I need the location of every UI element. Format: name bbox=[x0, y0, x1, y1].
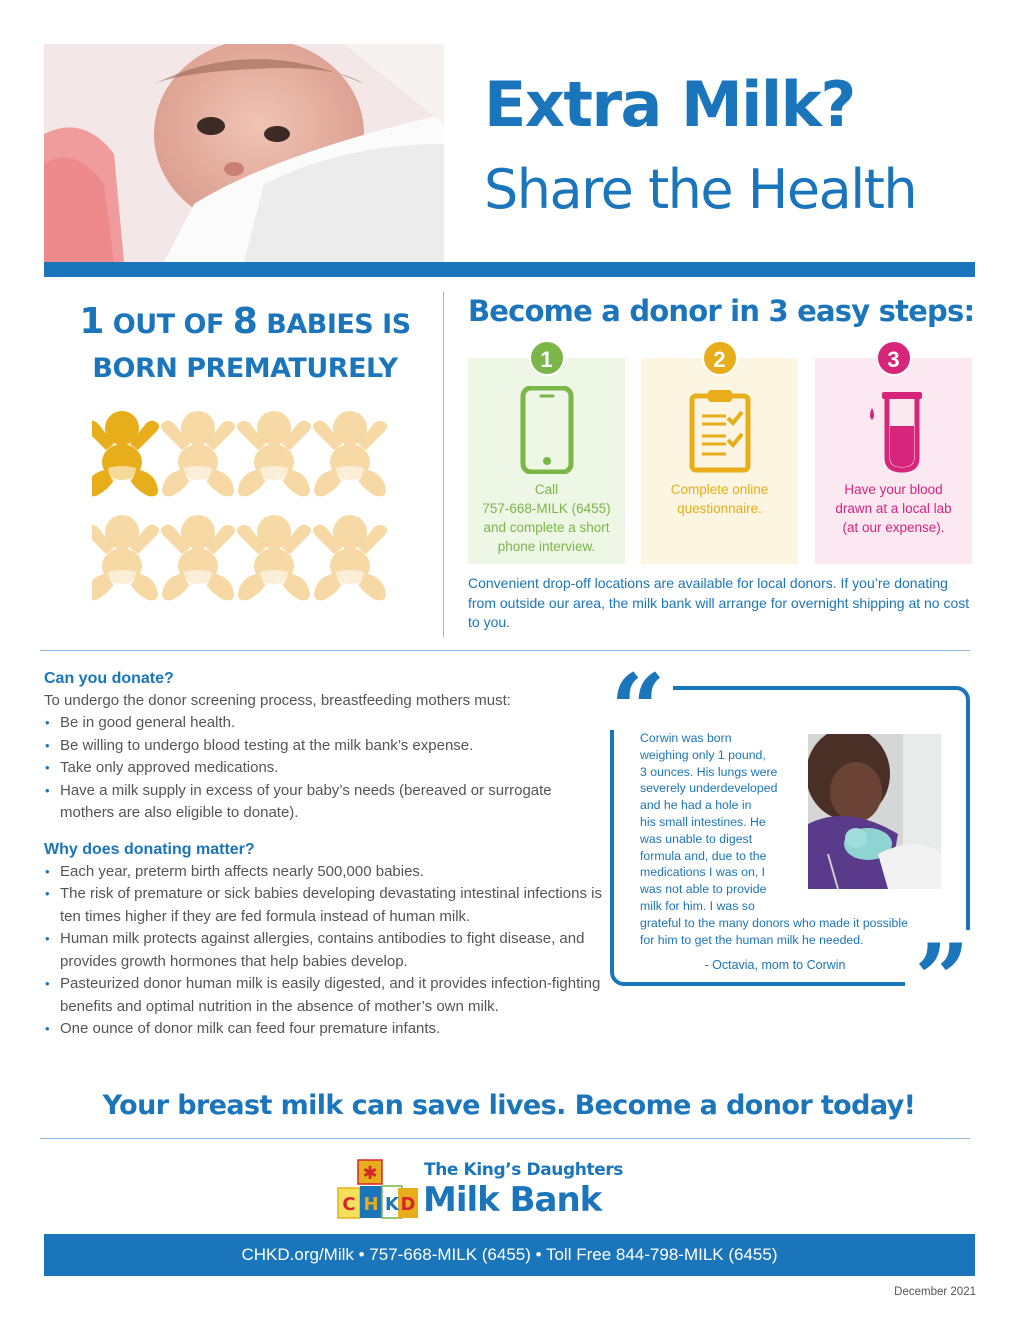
testimonial-line: was not able to provide bbox=[640, 882, 767, 897]
why-donate-list bbox=[44, 861, 604, 1041]
testimonial-line: Corwin was born bbox=[640, 731, 732, 745]
testimonial-text bbox=[640, 730, 950, 948]
page-title: Extra Milk? bbox=[484, 68, 855, 141]
open-quote-icon: “ bbox=[603, 660, 673, 730]
testimonial-line: 3 ounces. His lungs were bbox=[640, 764, 778, 779]
step-description bbox=[474, 480, 619, 556]
phone-icon bbox=[515, 386, 579, 474]
why-donate-item: • The risk of premature or sick babies developing devastating intestinal infections is ten times higher if they are fed formula instead of human milk. bbox=[44, 883, 604, 928]
baby-icon bbox=[237, 515, 311, 600]
step-description bbox=[647, 480, 792, 518]
logo-block-star: ✱ bbox=[362, 1163, 378, 1184]
step-description-line: phone interview. bbox=[497, 539, 596, 554]
testimonial-line: his small intestines. He bbox=[640, 814, 766, 829]
why-donate-item: • Each year, preterm birth affects nearly 500,000 babies. bbox=[44, 861, 604, 884]
logo-block-c: C bbox=[342, 1194, 356, 1215]
can-donate-item: • Be in good general health. bbox=[44, 712, 604, 735]
step-description bbox=[821, 480, 966, 537]
baby-icon-grid bbox=[92, 410, 392, 610]
testimonial-line: was unable to digest bbox=[640, 831, 753, 846]
baby-icon bbox=[237, 411, 311, 496]
dropoff-note: Convenient drop-off locations are available for local donors. If you’re donating from outside our area, the milk bank will arrange for overnight shipping at no cost to you. bbox=[468, 575, 970, 630]
steps-title: Become a donor in 3 easy steps: bbox=[468, 294, 975, 328]
can-donate-heading: Can you donate? bbox=[44, 670, 174, 687]
baby-icon bbox=[161, 515, 235, 600]
step-card-2 bbox=[641, 347, 798, 564]
why-donate-item: • Human milk protects against allergies, contains antibodies to fight disease, and provides growth hormones that help babies develop. bbox=[44, 928, 604, 973]
step-description-line: drawn at a local lab bbox=[835, 501, 952, 516]
publication-date: December 2021 bbox=[894, 1286, 976, 1298]
logo-block-d: D bbox=[400, 1194, 416, 1215]
testimonial-line: medications I was on, I bbox=[640, 865, 766, 880]
logo-text-line2: Milk Bank bbox=[423, 1180, 602, 1220]
stat-suffix: BABIES IS bbox=[266, 309, 411, 340]
can-donate-item: • Take only approved medications. bbox=[44, 757, 604, 780]
blood-test-tube-icon bbox=[862, 386, 926, 474]
step-card-3 bbox=[815, 347, 972, 564]
testimonial-line: milk for him. I was so bbox=[640, 898, 755, 913]
can-donate-list bbox=[44, 712, 604, 825]
header-divider-bar bbox=[44, 262, 975, 277]
testimonial-attribution: - Octavia, mom to Corwin bbox=[704, 958, 846, 972]
why-donate-item: • Pasteurized donor human milk is easily digested, and it provides infection-fighting benefits and optimal nutrition in the absence of mother’s own milk. bbox=[44, 973, 604, 1018]
call-to-action: Your breast milk can save lives. Become a donor today! bbox=[102, 1090, 916, 1121]
chkd-blocks-logo-icon bbox=[336, 1158, 420, 1222]
logo-block-h: H bbox=[363, 1194, 379, 1215]
step-description-line: 757-668-MILK (6455) bbox=[482, 501, 611, 516]
stat-total: 8 bbox=[232, 301, 258, 342]
why-donate-item: • One ounce of donor milk can feed four premature infants. bbox=[44, 1018, 604, 1041]
baby-icon bbox=[313, 411, 387, 496]
can-donate-item: • Have a milk supply in excess of your baby’s needs (bereaved or surrogate mothers are also eligible to donate). bbox=[44, 780, 604, 825]
step-description-line: and complete a short bbox=[483, 520, 610, 535]
close-quote-icon: ” bbox=[905, 930, 979, 1002]
step-description-line: questionnaire. bbox=[677, 501, 762, 516]
clipboard-checklist-icon bbox=[688, 386, 752, 474]
step-description-line: Complete online bbox=[670, 482, 769, 497]
stat-count: 1 bbox=[79, 301, 104, 342]
donor-info-column bbox=[44, 668, 604, 1041]
footer-contact-bar: CHKD.org/Milk • 757-668-MILK (6455) • Toll Free 844-798-MILK (6455) bbox=[44, 1234, 975, 1276]
stat-line2: BORN PREMATURELY bbox=[92, 353, 398, 384]
can-donate-intro: To undergo the donor screening process, breastfeeding mothers must: bbox=[44, 692, 511, 709]
step-number-badge: 1 bbox=[529, 340, 565, 376]
testimonial-line: severely underdeveloped bbox=[640, 781, 778, 796]
section-divider bbox=[40, 650, 970, 651]
premature-baby-icon bbox=[92, 411, 159, 496]
testimonial-line: grateful to the many donors who made it possible bbox=[640, 915, 908, 930]
testimonial-line: for him to get the human milk he needed. bbox=[640, 932, 864, 947]
testimonial-line: and he had a hole in bbox=[640, 798, 752, 813]
can-donate-item: • Be willing to undergo blood testing at the milk bank’s expense. bbox=[44, 735, 604, 758]
baby-icon bbox=[92, 515, 159, 600]
premature-statistic bbox=[44, 300, 446, 391]
section-divider-bottom bbox=[40, 1138, 970, 1139]
why-donate-heading: Why does donating matter? bbox=[44, 840, 255, 858]
step-number-badge: 3 bbox=[876, 340, 912, 376]
testimonial-line: formula and, due to the bbox=[640, 848, 767, 863]
vertical-divider bbox=[443, 292, 444, 637]
stat-middle: OUT OF bbox=[112, 309, 224, 340]
step-description-line: Call bbox=[534, 482, 559, 497]
logo-text-line1: The King’s Daughters bbox=[424, 1160, 624, 1180]
logo-block-k: K bbox=[385, 1194, 399, 1215]
step-card-1 bbox=[468, 347, 625, 564]
testimonial-line: weighing only 1 pound, bbox=[640, 747, 766, 762]
baby-icon bbox=[161, 411, 235, 496]
baby-icon bbox=[313, 515, 387, 600]
step-number-badge: 2 bbox=[702, 340, 738, 376]
hero-baby-photo bbox=[44, 44, 444, 262]
step-description-line: (at our expense). bbox=[842, 520, 945, 535]
page-subtitle: Share the Health bbox=[484, 158, 917, 221]
step-description-line: Have your blood bbox=[844, 482, 943, 497]
